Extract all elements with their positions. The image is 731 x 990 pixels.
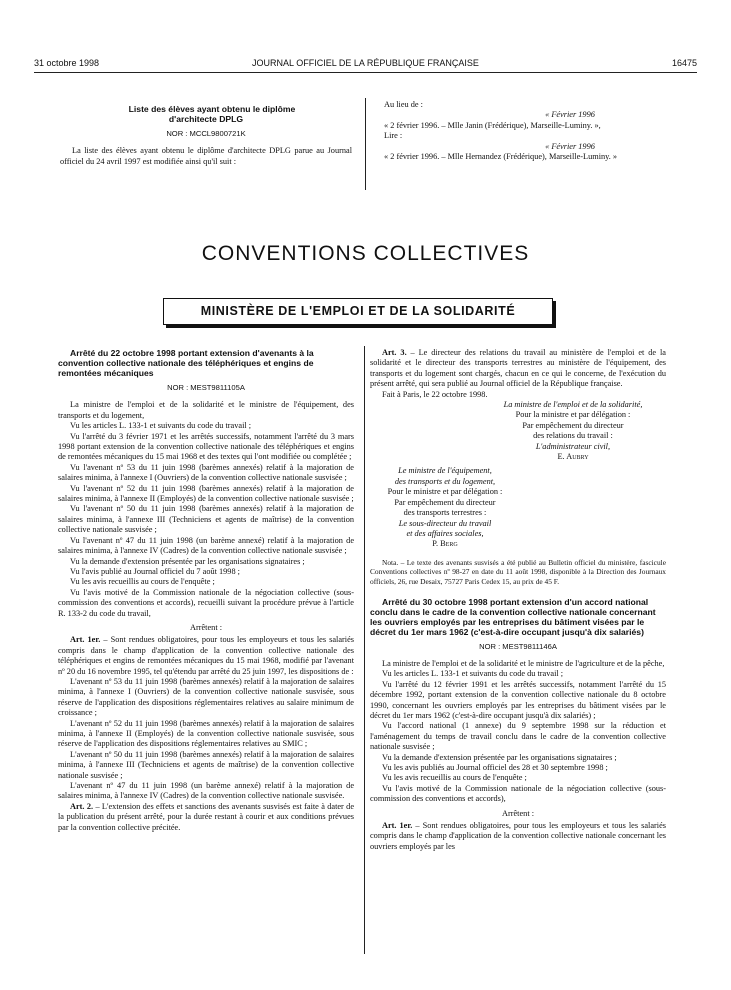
arrete-1-para: Vu la demande d'extension présentée par les organisations signataires ; xyxy=(70,556,305,566)
au-lieu-label: Au lieu de : xyxy=(384,100,423,109)
signature-block-1 xyxy=(370,400,666,462)
signature-line: Pour la ministre et par délégation : xyxy=(515,410,631,420)
top-left-column xyxy=(60,104,352,167)
article-3 xyxy=(370,348,666,390)
article-1-item: L'avenant nº 53 du 11 juin 1998 (barèmes annexés) relatif à la majoration de salaires minima, à l'annexe I (Ouvriers) de la convention collective nationale susvisée, sous réserve de l'application des dispositions réglementaires relatives au salaire minimum de croissance ; xyxy=(58,676,354,718)
lire-line: « 2 février 1996. – Mlle Hernandez (Frédérique), Marseille-Luminy. » xyxy=(384,152,618,162)
top-left-paragraph: La liste des élèves ayant obtenu le diplôme d'architecte DPLG parue au Journal officiel du 24 avril 1997 est modifiée ainsi qu'il suit : xyxy=(60,146,352,166)
top-left-nor: NOR : MCCL9800721K xyxy=(166,129,246,138)
signature-name: P. Berg xyxy=(432,539,458,549)
arrete-2-para: Vu l'accord national (1 annexe) du 9 septembre 1998 sur la réduction et l'aménagement du temps de travail conclu dans le cadre de la convention collective nationale susvisée ; xyxy=(370,721,666,752)
signature-line: des transports et du logement, xyxy=(394,476,496,486)
article-3-label: Art. 3. xyxy=(382,348,407,357)
section-title: CONVENTIONS COLLECTIVES xyxy=(201,242,530,265)
arrete-1-para: Vu l'avis publié au Journal officiel du 7 août 1998 ; xyxy=(70,566,240,576)
signature-block-2 xyxy=(370,466,520,549)
arrete-2-para: Vu les avis publiés au Journal officiel des 28 et 30 septembre 1998 ; xyxy=(382,762,608,772)
top-right-column xyxy=(372,100,668,162)
arretent-label-2: Arrêtent : xyxy=(501,808,535,818)
article-1b xyxy=(370,821,666,852)
header-page-number: 16475 xyxy=(671,58,697,68)
arrete-2-para: Vu la demande d'extension présentée par les organisations signataires ; xyxy=(382,752,617,762)
article-1 xyxy=(58,635,354,677)
running-header xyxy=(34,58,697,72)
arrete-1-para: Vu l'avenant nº 53 du 11 juin 1998 (barèmes annexés) relatif à la majoration de salaires minima, à l'annexe I (Ouvriers) de la convention collective nationale susvisée ; xyxy=(58,462,354,483)
fevrier-heading-1: « Février 1996 xyxy=(545,110,595,120)
signature-line: La ministre de l'emploi et de la solidarité, xyxy=(503,400,643,410)
signature-line: des transports terrestres : xyxy=(403,508,487,518)
arrete-1-para: Vu l'avenant nº 47 du 11 juin 1998 (un barème annexé) relatif à la majoration de salaires minima, à l'annexe IV (Cadres) de la convention collective nationale susvisée ; xyxy=(58,535,354,556)
header-rule xyxy=(34,72,697,73)
header-date: 31 octobre 1998 xyxy=(34,58,100,68)
article-1-label: Art. 1er. xyxy=(70,635,101,645)
nota-paragraph: Nota. – Le texte des avenants susvisés a été publié au Bulletin officiel du ministère, fascicule Conventions collectives nº 98-27 en date du 11 août 1998, disponible à la Direction des Journaux officiels, 26, rue Desaix, 75727 Paris Cedex 15, au prix de 45 F. xyxy=(370,557,666,586)
signature-line: Par empêchement du directeur xyxy=(522,420,624,430)
article-2 xyxy=(58,802,354,833)
arrete-1-para: Vu l'avenant nº 52 du 11 juin 1998 (barèmes annexés) relatif à la majoration de salaires minima, à l'annexe II (Employés) de la convention collective nationale susvisée ; xyxy=(58,483,354,504)
au-lieu-line: « 2 février 1996. – Mlle Janin (Frédérique), Marseille-Luminy. », xyxy=(384,120,601,130)
arrete-1-para: Vu l'arrêté du 3 février 1971 et les arrêtés successifs, notamment l'arrêté du 3 mars 1998 portant extension de la convention collective nationale des téléphériques et engins de remontées mécaniques du 15 mai 1968 et des textes qui l'ont modifiée ou complétée ; xyxy=(58,431,354,462)
top-column-divider xyxy=(365,98,366,190)
arrete-1-para: Vu l'avenant nº 50 du 11 juin 1998 (barèmes annexés) relatif à la majoration de salaires minima, à l'annexe III (Techniciens et agents de maîtrise) de la convention collective nationale susvisée ; xyxy=(58,504,354,535)
arrete-1-para: Vu les avis recueillis au cours de l'enquête ; xyxy=(70,577,215,587)
arrete-1-para: La ministre de l'emploi et de la solidarité et le ministre de l'équipement, des transports et du logement, xyxy=(58,400,354,420)
lire-label: Lire : xyxy=(384,131,403,141)
ministry-banner: MINISTÈRE DE L'EMPLOI ET DE LA SOLIDARITÉ xyxy=(163,298,553,325)
arrete-2-para: La ministre de l'emploi et de la solidarité et le ministre de l'agriculture et de la pêche, xyxy=(382,658,665,668)
top-left-title: Liste des élèves ayant obtenu le diplôme d'architecte DPLG xyxy=(128,104,296,124)
fait-a-paris: Fait à Paris, le 22 octobre 1998. xyxy=(382,389,488,399)
article-1-item: L'avenant nº 52 du 11 juin 1998 (barèmes annexés) relatif à la majoration de salaires minima, à l'annexe II (Employés) de la convention collective nationale susvisée, sous réserve de l'application des dispositions réglementaires relatives au SMIC ; xyxy=(58,718,354,749)
signature-line: Le sous-directeur du travail xyxy=(398,518,492,528)
article-3-text: – Le directeur des relations du travail au ministère de l'emploi et de la solidarité et le directeur des transports terrestres au ministère de l'équipement, des transports et du logement sont chargés, chacun en ce qui le concerne, de l'exécution du présent arrêté, qui sera publié au Journal officiel de la République française. xyxy=(370,348,666,389)
arrete-2-nor: NOR : MEST9811146A xyxy=(479,641,557,651)
signature-line: des relations du travail : xyxy=(533,431,613,441)
signature-line: Pour le ministre et par délégation : xyxy=(387,487,503,497)
arrete-2-para: Vu les articles L. 133-1 et suivants du code du travail ; xyxy=(382,669,564,679)
article-2-text: – L'extension des effets et sanctions des avenants susvisés est faite à dater de la publication du présent arrêté, pour la durée restant à courir et aux conditions prévues par la convention collective précitée. xyxy=(58,801,355,832)
left-main-column xyxy=(58,348,354,833)
header-journal: JOURNAL OFFICIEL DE LA RÉPUBLIQUE FRANÇAISE xyxy=(252,58,479,68)
article-1b-text: – Sont rendues obligatoires, pour tous les employeurs et tous les salariés compris dans le champ d'application de la convention collective nationale concernant les ouvriers employés par les xyxy=(370,821,666,851)
article-2-label: Art. 2. xyxy=(70,801,94,811)
right-main-column xyxy=(370,348,666,852)
article-1-text: – Sont rendues obligatoires, pour tous les employeurs et tous les salariés compris dans le champ d'application de la convention collective nationale des téléphériques et engins de remontées mécaniques du 15 mai 1968, modifié par l'avenant nº 20 du 16 novembre 1995, tel qu'étendu par arrêté du 25 juin 1997, les dispositions de : xyxy=(58,635,354,676)
arrete-2-para: Vu l'avis motivé de la Commission nationale de la négociation collective (sous-commission des conventions et accords), xyxy=(370,783,666,804)
arretent-label: Arrêtent : xyxy=(189,622,223,632)
main-column-divider xyxy=(364,346,365,954)
arrete-2-para: Vu les avis recueillis au cours de l'enquête ; xyxy=(382,773,527,783)
arrete-2-title: Arrêté du 30 octobre 1998 portant extension d'un accord national conclu dans le cadre de la convention collective nationale concernant les ouvriers employés par les entreprises du bâtiment visées par le décret du 1er mars 1962 (c'est-à-dire occupant jusqu'à dix salariés) xyxy=(370,596,656,637)
signature-line: Le ministre de l'équipement, xyxy=(398,466,492,476)
arrete-1-title: Arrêté du 22 octobre 1998 portant extension d'avenants à la convention collective nationale des téléphériques et engins de remontées mécaniques xyxy=(58,348,314,378)
fevrier-heading-2: « Février 1996 xyxy=(545,141,595,151)
arrete-1-para: Vu les articles L. 133-1 et suivants du code du travail ; xyxy=(70,421,252,431)
arrete-1-nor: NOR : MEST9811105A xyxy=(167,383,245,392)
signature-line: Par empêchement du directeur xyxy=(394,497,496,507)
arrete-1-para: Vu l'avis motivé de la Commission nationale de la négociation collective (sous-commission des conventions et accords), recueilli suivant la procédure prévue à l'article R. 133-2 du code du travail, xyxy=(58,587,354,618)
arrete-2-para: Vu l'arrêté du 12 février 1991 et les arrêtés successifs, notamment l'arrêté du 15 décembre 1992, portant extension de la convention collective nationale du 8 octobre 1990, concernant les ouvriers employés par les entreprises du bâtiment visées par le décret du 1er mars 1962 (c'est-à-dire occupant jusqu'à dix salariés) ; xyxy=(370,679,666,720)
article-1-item: L'avenant nº 50 du 11 juin 1998 (barèmes annexés) relatif à la majoration de salaires minima, à l'annexe III (Techniciens et agents de maîtrise) de la convention collective nationale susvisée ; xyxy=(58,749,354,780)
signature-name: E. Aubry xyxy=(557,452,589,462)
signature-line: et des affaires sociales, xyxy=(406,528,484,538)
article-1b-label: Art. 1er. xyxy=(382,821,413,830)
signature-line: L'administrateur civil, xyxy=(535,441,611,451)
article-1-item: L'avenant nº 47 du 11 juin 1998 (un barème annexé) relatif à la majoration de salaires minima, à l'annexe IV (Cadres) de la convention collective nationale susvisée. xyxy=(58,781,354,801)
